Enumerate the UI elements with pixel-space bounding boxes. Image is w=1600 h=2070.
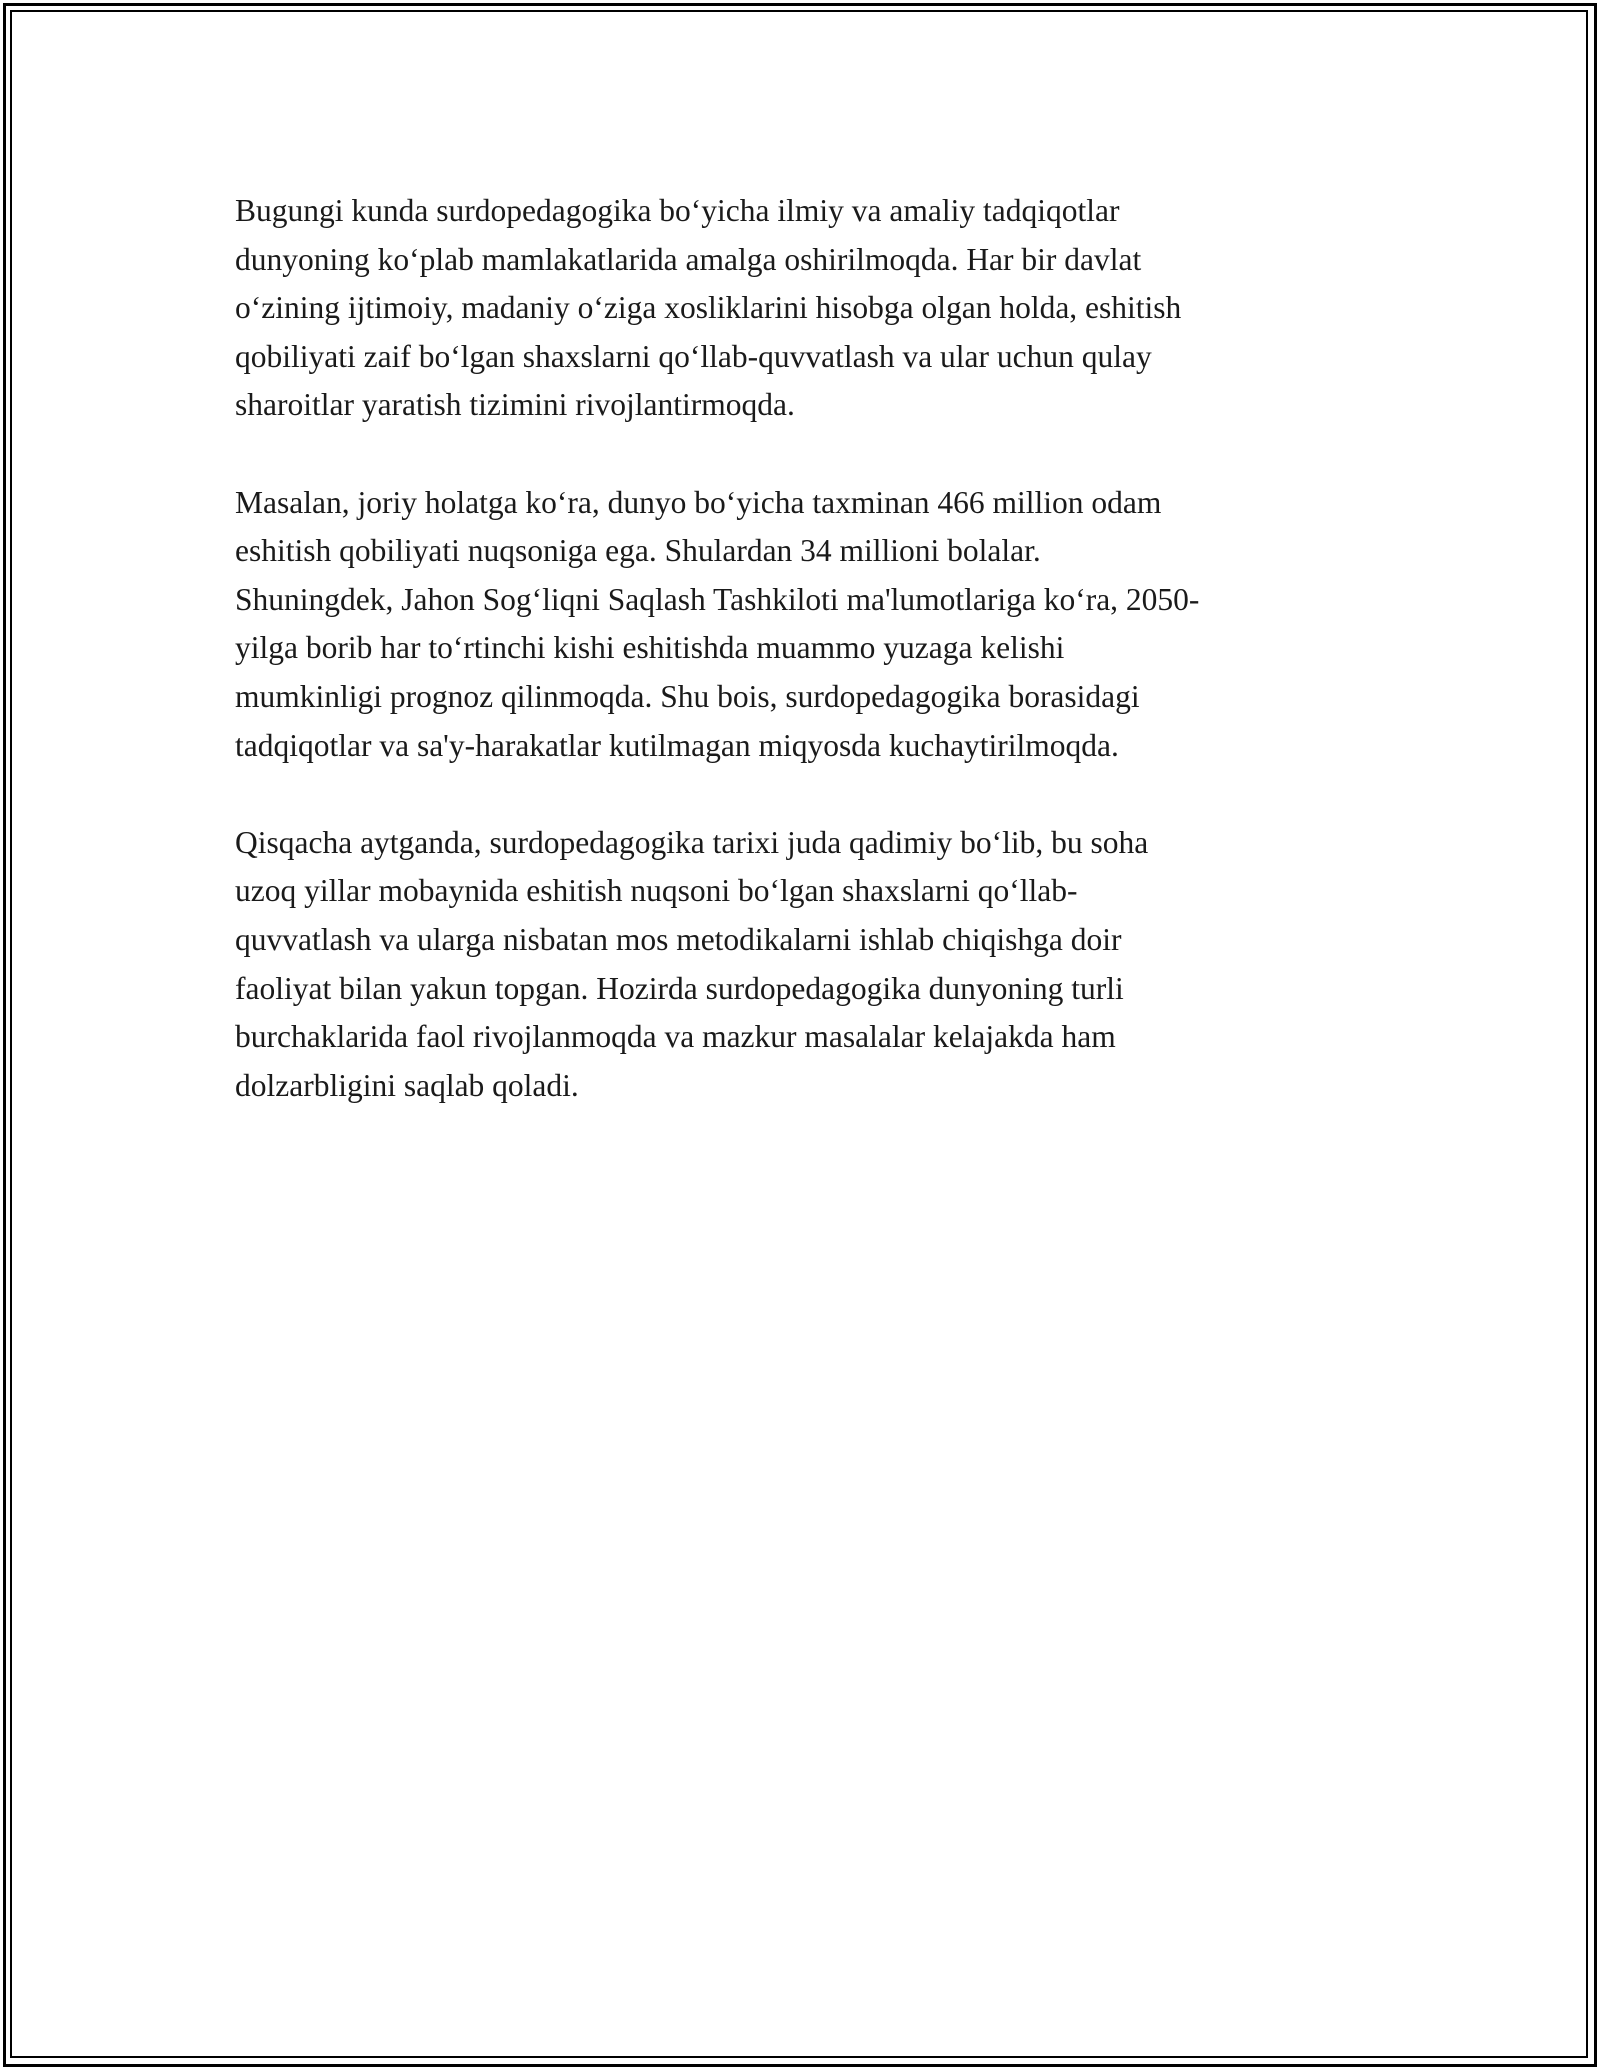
paragraph-2: Masalan, joriy holatga ko‘ra, dunyo bo‘yicha taxminan 466 million odam eshitish qobiliyati nuqsoniga ega. Shulardan 34 millioni bolalar. Shuningdek, Jahon Sog‘liqni Saqlash Tashkiloti ma'lumotlariga ko‘ra, 2050- yilga borib har to‘rtinchi kishi eshitishda muammo yuzaga kelishi mumkinligi prognoz qilinmoqda. Shu bois, surdopedagogika borasidagi tadqiqotlar va sa'y-harakatlar kutilmagan miqyosda kuchaytirilmoqda.	[235, 484, 1200, 763]
paragraph-3: Qisqacha aytganda, surdopedagogika tarixi juda qadimiy bo‘lib, bu soha uzoq yillar mobaynida eshitish nuqsoni bo‘lgan shaxslarni qo‘llab- quvvatlash va ularga nisbatan mos metodikalarni ishlab chiqishga doir faoliyat bilan yakun topgan. Hozirda surdopedagogika dunyoning turli burchaklarida faol rivojlanmoqda va mazkur masalalar kelajakda ham dolzarbligini saqlab qoladi.	[235, 824, 1149, 1103]
paragraph-1: Bugungi kunda surdopedagogika bo‘yicha ilmiy va amaliy tadqiqotlar dunyoning ko‘plab mamlakatlarida amalga oshirilmoqda. Har bir davlat o‘zining ijtimoiy, madaniy o‘ziga xosliklarini hisobga olgan holda, eshitish qobiliyati zaif bo‘lgan shaxslarni qo‘llab-quvvatlash va ular uchun qulay sharoitlar yaratish tizimini rivojlantirmoqda.	[235, 193, 1182, 423]
document-body	[235, 187, 1375, 1159]
